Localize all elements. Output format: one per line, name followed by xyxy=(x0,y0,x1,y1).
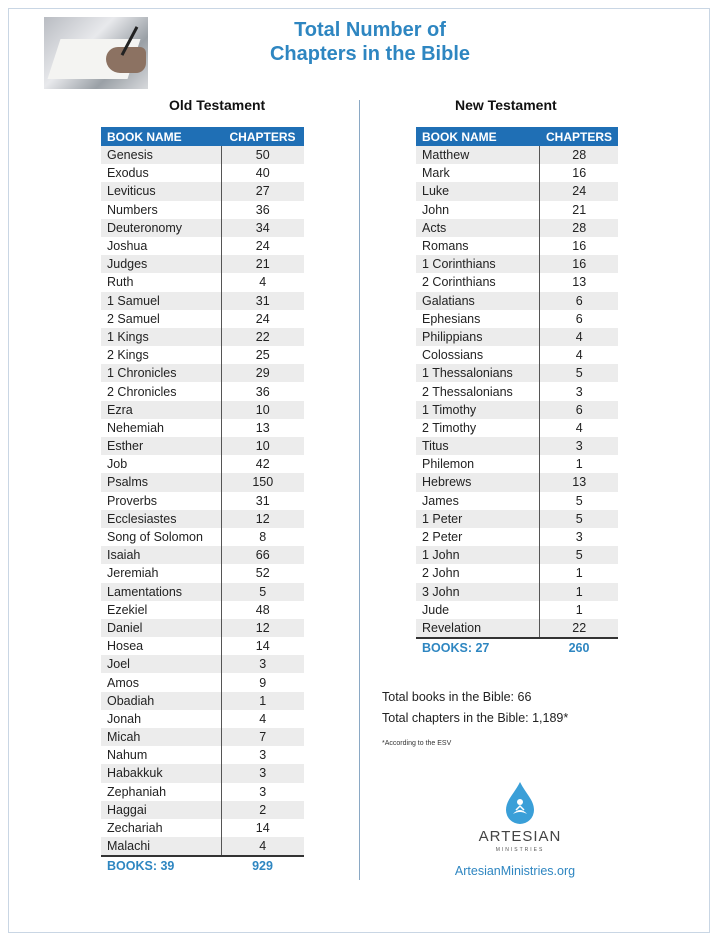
table-row xyxy=(416,255,618,273)
table-row xyxy=(101,455,304,473)
chapters-cell: 7 xyxy=(221,728,304,746)
table-row xyxy=(101,710,304,728)
book-name-cell: Job xyxy=(101,455,221,473)
chapters-header: CHAPTERS xyxy=(221,127,304,146)
table-row xyxy=(101,237,304,255)
table-row xyxy=(101,728,304,746)
chapters-total-cell: 929 xyxy=(221,856,304,875)
table-row xyxy=(101,746,304,764)
table-row xyxy=(101,346,304,364)
chapters-cell: 13 xyxy=(540,473,618,491)
book-name-cell: 2 Thessalonians xyxy=(416,382,540,400)
book-name-cell: Ezekiel xyxy=(101,601,221,619)
books-total-cell: BOOKS: 39 xyxy=(101,856,221,875)
book-name-cell: Ruth xyxy=(101,273,221,291)
old-testament-table xyxy=(101,127,304,875)
book-name-cell: Song of Solomon xyxy=(101,528,221,546)
table-row xyxy=(101,328,304,346)
table-row xyxy=(416,382,618,400)
chapters-cell: 12 xyxy=(221,510,304,528)
table-row xyxy=(101,437,304,455)
table-row xyxy=(101,201,304,219)
chapters-cell: 3 xyxy=(540,437,618,455)
table-row xyxy=(416,346,618,364)
writing-photo xyxy=(44,17,148,89)
chapters-cell: 12 xyxy=(221,619,304,637)
chapters-cell: 16 xyxy=(572,166,587,181)
chapters-cell: 4 xyxy=(259,275,267,290)
table-row xyxy=(416,601,618,619)
chapters-cell: 1 xyxy=(575,566,583,581)
chapters-cell: 52 xyxy=(255,566,270,581)
chapters-cell: 22 xyxy=(540,619,618,638)
chapters-cell: 5 xyxy=(540,546,618,564)
chapters-cell: 16 xyxy=(572,239,587,254)
table-row xyxy=(416,201,618,219)
chapters-cell: 3 xyxy=(259,784,267,799)
book-name-cell: 1 Timothy xyxy=(416,401,540,419)
book-name-cell: Leviticus xyxy=(101,182,221,200)
table-row xyxy=(416,473,618,491)
chapters-cell: 16 xyxy=(540,255,618,273)
table-row xyxy=(101,164,304,182)
chapters-header: CHAPTERS xyxy=(540,127,618,146)
book-name-cell: 1 Thessalonians xyxy=(416,364,540,382)
book-name-cell: 2 Kings xyxy=(101,346,221,364)
total-row xyxy=(101,856,304,875)
chapters-cell: 24 xyxy=(255,239,270,254)
table-row xyxy=(416,528,618,546)
esv-footnote: *According to the ESV xyxy=(382,740,452,747)
book-name-cell: 2 Chronicles xyxy=(101,382,221,400)
table-row xyxy=(416,401,618,419)
table-row xyxy=(101,692,304,710)
book-name-cell: Romans xyxy=(416,237,540,255)
book-name-cell: 1 Corinthians xyxy=(416,255,540,273)
photo-hand xyxy=(106,47,146,73)
chapters-cell: 3 xyxy=(221,764,304,782)
book-name-cell: Esther xyxy=(101,437,221,455)
table-header-row xyxy=(416,127,618,146)
table-row xyxy=(416,219,618,237)
table-row xyxy=(101,182,304,200)
chapters-cell: 24 xyxy=(255,311,270,326)
book-name-cell: Ecclesiastes xyxy=(101,510,221,528)
table-row xyxy=(101,783,304,801)
chapters-cell: 1 xyxy=(575,457,583,472)
book-name-cell: Judges xyxy=(101,255,221,273)
chapters-cell: 150 xyxy=(221,473,304,491)
chapters-cell: 5 xyxy=(540,364,618,382)
book-name-cell: 1 Samuel xyxy=(101,292,221,310)
chapters-cell: 10 xyxy=(221,437,304,455)
table-row xyxy=(416,564,618,582)
table-row xyxy=(416,419,618,437)
total-chapters-text: Total chapters in the Bible: 1,189* xyxy=(382,711,569,725)
logo-brand-text: ARTESIAN xyxy=(478,828,562,845)
table-row xyxy=(416,437,618,455)
chapters-cell: 29 xyxy=(221,364,304,382)
table-row xyxy=(101,364,304,382)
chapters-cell: 2 xyxy=(221,801,304,819)
table-row xyxy=(101,492,304,510)
book-name-cell: Isaiah xyxy=(101,546,221,564)
book-name-header: BOOK NAME xyxy=(416,127,540,146)
table-row xyxy=(416,583,618,601)
book-name-cell: Zephaniah xyxy=(101,783,221,801)
column-divider xyxy=(359,100,360,880)
book-name-cell: Joshua xyxy=(101,237,221,255)
book-name-cell: 2 Corinthians xyxy=(416,273,540,291)
table-row xyxy=(101,837,304,856)
chapters-cell: 3 xyxy=(575,384,583,399)
table-row xyxy=(416,182,618,200)
chapters-cell: 25 xyxy=(255,348,270,363)
book-name-cell: Jude xyxy=(416,601,540,619)
book-name-cell: 2 Peter xyxy=(416,528,540,546)
artesian-logo xyxy=(470,780,570,853)
book-name-cell: Luke xyxy=(416,182,540,200)
chapters-cell: 42 xyxy=(255,457,270,472)
book-name-cell: Jeremiah xyxy=(101,564,221,582)
table-row xyxy=(101,528,304,546)
book-name-cell: Lamentations xyxy=(101,583,221,601)
chapters-cell: 6 xyxy=(575,311,583,326)
chapters-cell: 10 xyxy=(221,401,304,419)
total-books-text: Total books in the Bible: 66 xyxy=(382,690,532,704)
table-row xyxy=(416,546,618,564)
book-name-cell: Hosea xyxy=(101,637,221,655)
table-row xyxy=(416,237,618,255)
book-name-cell: Philippians xyxy=(416,328,540,346)
chapters-cell: 8 xyxy=(259,530,267,545)
table-row xyxy=(416,292,618,310)
chapters-cell: 3 xyxy=(221,655,304,673)
table-row xyxy=(101,583,304,601)
chapters-cell: 14 xyxy=(255,821,270,836)
table-row xyxy=(101,546,304,564)
book-name-cell: Revelation xyxy=(416,619,540,638)
table-row xyxy=(416,492,618,510)
chapters-cell: 6 xyxy=(540,292,618,310)
book-name-cell: 2 Samuel xyxy=(101,310,221,328)
chapters-cell: 27 xyxy=(221,182,304,200)
book-name-cell: Joel xyxy=(101,655,221,673)
table-row xyxy=(101,655,304,673)
table-row xyxy=(101,310,304,328)
chapters-cell: 4 xyxy=(575,348,583,363)
chapters-cell: 22 xyxy=(221,328,304,346)
table-row xyxy=(101,255,304,273)
table-row xyxy=(101,601,304,619)
chapters-cell: 5 xyxy=(575,493,583,508)
table-row xyxy=(101,219,304,237)
title-line-2: Chapters in the Bible xyxy=(269,43,471,65)
chapters-cell: 4 xyxy=(259,711,267,726)
chapters-cell: 48 xyxy=(255,602,270,617)
book-name-cell: Zechariah xyxy=(101,819,221,837)
table-row xyxy=(416,364,618,382)
table-row xyxy=(101,673,304,691)
chapters-cell: 4 xyxy=(221,837,304,856)
new-testament-heading: New Testament xyxy=(455,97,557,113)
book-name-cell: Genesis xyxy=(101,146,221,164)
table-row xyxy=(416,619,618,638)
logo-sub-text: MINISTRIES xyxy=(495,847,545,853)
table-row xyxy=(101,564,304,582)
book-name-cell: Mark xyxy=(416,164,540,182)
chapters-cell: 40 xyxy=(255,166,270,181)
chapters-cell: 34 xyxy=(221,219,304,237)
chapters-cell: 31 xyxy=(221,292,304,310)
title-line-1: Total Number of xyxy=(294,19,446,41)
book-name-cell: Amos xyxy=(101,673,221,691)
books-total-cell: BOOKS: 27 xyxy=(416,638,540,657)
old-testament-heading: Old Testament xyxy=(169,97,266,113)
chapters-cell: 5 xyxy=(540,510,618,528)
chapters-cell: 31 xyxy=(255,493,270,508)
chapters-cell: 3 xyxy=(259,748,267,763)
chapters-cell: 66 xyxy=(221,546,304,564)
chapters-cell: 36 xyxy=(255,384,270,399)
table-header-row xyxy=(101,127,304,146)
book-name-cell: 2 Timothy xyxy=(416,419,540,437)
chapters-total-cell: 260 xyxy=(540,638,618,657)
chapters-cell: 1 xyxy=(575,602,583,617)
table-row xyxy=(101,382,304,400)
book-name-cell: Numbers xyxy=(101,201,221,219)
book-name-cell: 2 John xyxy=(416,564,540,582)
chapters-cell: 9 xyxy=(259,675,267,690)
table-row xyxy=(416,164,618,182)
book-name-cell: 1 Chronicles xyxy=(101,364,221,382)
chapters-cell: 14 xyxy=(255,639,270,654)
table-row xyxy=(101,401,304,419)
book-name-cell: Daniel xyxy=(101,619,221,637)
chapters-cell: 13 xyxy=(572,275,587,290)
total-row xyxy=(416,638,618,657)
book-name-cell: Jonah xyxy=(101,710,221,728)
book-name-cell: 3 John xyxy=(416,583,540,601)
book-name-cell: 1 Peter xyxy=(416,510,540,528)
water-drop-icon xyxy=(500,780,540,826)
table-row xyxy=(101,637,304,655)
bible-totals xyxy=(382,687,568,729)
table-row xyxy=(416,510,618,528)
book-name-cell: Philemon xyxy=(416,455,540,473)
book-name-cell: Acts xyxy=(416,219,540,237)
book-name-cell: 1 John xyxy=(416,546,540,564)
book-name-cell: Psalms xyxy=(101,473,221,491)
table-row xyxy=(416,146,618,164)
book-name-cell: Hebrews xyxy=(416,473,540,491)
table-row xyxy=(416,273,618,291)
chapters-cell: 28 xyxy=(540,146,618,164)
book-name-cell: Colossians xyxy=(416,346,540,364)
book-name-cell: Nehemiah xyxy=(101,419,221,437)
book-name-header: BOOK NAME xyxy=(101,127,221,146)
chapters-cell: 50 xyxy=(221,146,304,164)
chapters-cell: 13 xyxy=(255,420,270,435)
chapters-cell: 1 xyxy=(221,692,304,710)
website-link[interactable]: ArtesianMinistries.org xyxy=(454,864,576,878)
book-name-cell: Proverbs xyxy=(101,492,221,510)
table-row xyxy=(101,801,304,819)
book-name-cell: Deuteronomy xyxy=(101,219,221,237)
table-row xyxy=(101,273,304,291)
book-name-cell: Malachi xyxy=(101,837,221,856)
chapters-cell: 4 xyxy=(540,328,618,346)
chapters-cell: 5 xyxy=(221,583,304,601)
table-row xyxy=(101,473,304,491)
new-testament-table xyxy=(416,127,618,657)
page-title xyxy=(200,18,540,66)
book-name-cell: Micah xyxy=(101,728,221,746)
chapters-cell: 24 xyxy=(540,182,618,200)
table-row xyxy=(416,455,618,473)
chapters-cell: 28 xyxy=(540,219,618,237)
book-name-cell: Galatians xyxy=(416,292,540,310)
table-row xyxy=(101,819,304,837)
book-name-cell: Haggai xyxy=(101,801,221,819)
chapters-cell: 3 xyxy=(575,530,583,545)
book-name-cell: Ephesians xyxy=(416,310,540,328)
table-row xyxy=(101,619,304,637)
table-row xyxy=(101,292,304,310)
table-row xyxy=(416,310,618,328)
book-name-cell: Obadiah xyxy=(101,692,221,710)
table-row xyxy=(101,510,304,528)
table-row xyxy=(101,146,304,164)
table-row xyxy=(416,328,618,346)
book-name-cell: Nahum xyxy=(101,746,221,764)
book-name-cell: John xyxy=(416,201,540,219)
table-row xyxy=(101,419,304,437)
chapters-cell: 21 xyxy=(221,255,304,273)
book-name-cell: Matthew xyxy=(416,146,540,164)
book-name-cell: James xyxy=(416,492,540,510)
chapters-cell: 1 xyxy=(540,583,618,601)
chapters-cell: 21 xyxy=(572,202,587,217)
book-name-cell: 1 Kings xyxy=(101,328,221,346)
chapters-cell: 6 xyxy=(540,401,618,419)
book-name-cell: Ezra xyxy=(101,401,221,419)
book-name-cell: Habakkuk xyxy=(101,764,221,782)
book-name-cell: Exodus xyxy=(101,164,221,182)
chapters-cell: 4 xyxy=(575,420,583,435)
table-row xyxy=(101,764,304,782)
chapters-cell: 36 xyxy=(255,202,270,217)
book-name-cell: Titus xyxy=(416,437,540,455)
